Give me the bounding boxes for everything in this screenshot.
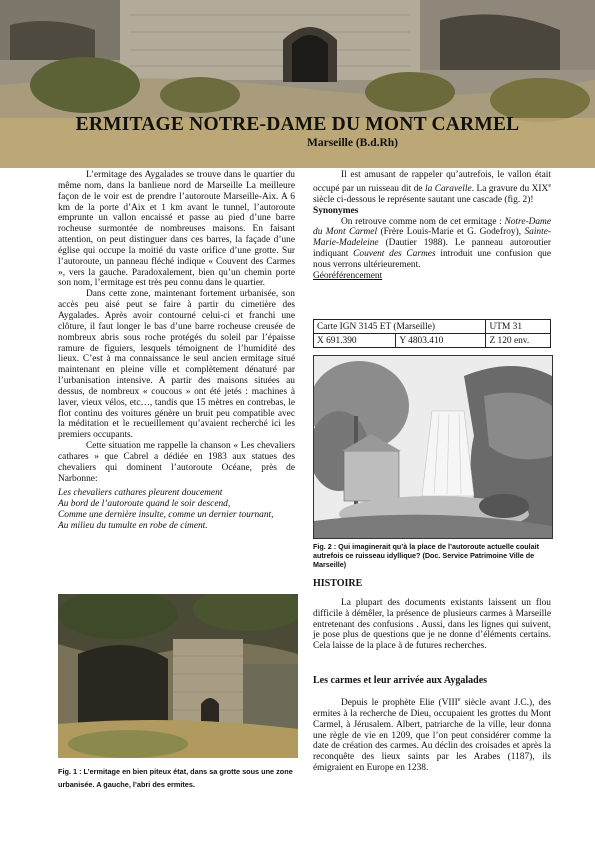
song-quote bbox=[58, 488, 295, 531]
left-column bbox=[58, 170, 295, 532]
figure-1-caption: Fig. 1 : L’ermitage en bien piteux état, dans sa grotte sous une zone urbanisée. A gauche, l’abri des ermites. bbox=[58, 767, 293, 789]
paragraph: Dans cette zone, maintenant fortement urbanisée, son accès peu aisé peut se faire à partir du cimetière des Aygalades. Après avoir contourné celui-ci et franchi une clôture, il faut longer le bas d’une barre rocheuse creusée de nombreux abris sous roche protégés du soleil par l’épaisse ramure de figuiers, lesquels témoignent de l’humidité des lieux. C’est à ma connaissance le seul ancien ermitage situé maintenant en pleine ville et complètement dénaturé par l’urbanisation intensive. A partir des maisons situées au dessus, de nombreux « coucous » ont été jetés : machines à laver, vieux vélos, etc…, tandis que 15 mètres en contrebas, le flot continu des voitures génère un bruit peu compatible avec la méditation et le recueillement qu’avaient recherché ici les premiers occupants. bbox=[58, 289, 295, 441]
table-cell: Carte IGN 3145 ET (Marseille) bbox=[314, 320, 486, 334]
table-row bbox=[314, 320, 551, 334]
section-heading-georeferencement: Géoréférencement bbox=[313, 270, 383, 281]
paragraph: Depuis le prophète Elie (VIIIe siècle avant J.C.), des ermites à la recherche de Dieu, occupaient les grottes du Mont Carmel, à Jérusalem. Albert, patriarche de la ville, leur donna une règle de vie en 1209, que l’on peut considérer comme la date de création des carmes. Au déclin des croisades et après la reconquête des lieux saints par les Arabes (1187), ils émigraient en Europe en 1238. bbox=[313, 696, 551, 774]
poem-line: Comme une dernière insulte, comme un dernier tournant, bbox=[58, 510, 274, 521]
paragraph: On retrouve comme nom de cet ermitage : Notre-Dame du Mont Carmel (Frère Louis-Marie et G. Godefroy), Sainte-Marie-Madeleine (Dautier 1988). Le panneau autoroutier indiquant Couvent des Carmes introduit une confusion que nous verrons ultérieurement. bbox=[313, 216, 551, 270]
page-title: ERMITAGE NOTRE-DAME DU MONT CARMEL bbox=[75, 114, 520, 135]
waterfall-engraving-illustration bbox=[314, 356, 552, 538]
poem-line: Au bord de l’autoroute quand le soir descend, bbox=[58, 499, 231, 510]
poem-line: Les chevaliers cathares pleurent doucement bbox=[58, 488, 223, 499]
table-cell: Z 120 env. bbox=[486, 334, 551, 348]
hermitage-photo-illustration bbox=[58, 594, 298, 758]
paragraph: Cette situation me rappelle la chanson « Les chevaliers cathares » que Cabrel a dédiée en 1983 aux statues des chevaliers qui dominent l’autoroute Océane, près de Narbonne: bbox=[58, 441, 295, 484]
section-heading-histoire: HISTOIRE bbox=[313, 578, 363, 589]
table-cell: UTM 31 bbox=[486, 320, 551, 334]
right-column bbox=[313, 170, 551, 282]
table-row bbox=[314, 334, 551, 348]
section-heading-synonymes: Synonymes bbox=[313, 205, 359, 216]
figure-2-engraving bbox=[313, 355, 553, 539]
paragraph: Il est amusant de rappeler qu’autrefois, le vallon était occupé par un ruisseau dit de la Caravelle. La gravure du XIXe siècle ci-dessous le représente sautant une cascade (fig. 2)! bbox=[313, 170, 552, 205]
carmes-section bbox=[313, 676, 551, 774]
table-cell: Y 4803.410 bbox=[396, 334, 486, 348]
section-heading-carmes: Les carmes et leur arrivée aux Aygalades bbox=[313, 675, 488, 686]
page-subtitle: Marseille (B.d.Rh) bbox=[306, 137, 399, 149]
header-photo bbox=[0, 0, 595, 168]
paragraph: L’ermitage des Aygalades se trouve dans le quartier du même nom, dans la banlieue nord de Marseille La meilleure façon de le voir est de prendre l’autoroute Marseille-Aix. A 6 km de la porte d’Aix et 1 km avant le tunnel, l’autoroute emprunte un vallon encaissé et passe au pied d’une barre rocheuse surmontée de nombreuses maisons. En faisant attention, on peut distinguer dans ces barres, la façade d’une église qui occupe la moitié du vaste orifice d’une grotte. Sur l’autoroute, un panneau fléché indique « Couvent des Carmes », vers la gauche. Paradoxalement, bien qu’un chemin porte son nom, l’ermitage est très peu connu dans le quartier. bbox=[58, 170, 295, 289]
poem-line: Au milieu du tumulte en robe de ciment. bbox=[58, 521, 208, 531]
paragraph: La plupart des documents existants laissent un flou difficile à démêler, la présence de plusieurs carmes à Marseille entretenant des confusions . Aussi, dans les lignes qui suivent, je pose plus de questions que je ne donne d’éléments certains. Cela laisse de la place à de futures recherches. bbox=[313, 597, 551, 652]
georeference-table bbox=[313, 319, 551, 348]
table-cell: X 691.390 bbox=[314, 334, 396, 348]
histoire-section bbox=[313, 579, 551, 652]
figure-1-photo bbox=[58, 594, 298, 758]
figure-2-caption: Fig. 2 : Qui imaginerait qu’à la place de l’autoroute actuelle coulait autrefois ce ruisseau idyllique? (Doc. Service Patrimoine Ville de Marseille) bbox=[313, 542, 540, 569]
